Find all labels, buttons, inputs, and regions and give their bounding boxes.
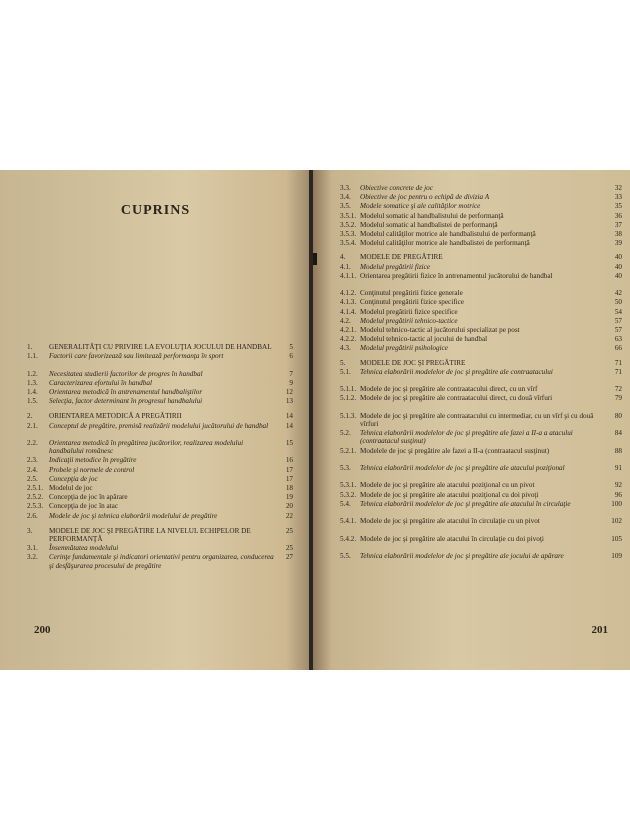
toc-entry-number: 2.2. <box>27 439 38 447</box>
toc-entry-title: Orientarea metodică în antrenamentul handbaliştilor <box>49 388 203 396</box>
toc-entry-number: 4.3. <box>340 344 351 353</box>
toc-entry-number: 1.4. <box>27 388 38 396</box>
toc-entry-title: Modelele de joc şi pregătire ale fazei a II-a (contraatacul susţinut) <box>360 446 550 455</box>
toc-entry-number: 4.1.3. <box>340 298 357 307</box>
toc-entry-number: 2.5.2. <box>27 493 44 502</box>
toc-entry-title: Modele de joc şi pregătire ale contraatacului direct, cu un vîrf <box>360 385 538 394</box>
book-spread <box>0 170 630 670</box>
toc-entry-page: 42 <box>614 289 622 298</box>
toc-entry-number: 2. <box>27 412 33 421</box>
toc-entry <box>27 466 293 474</box>
toc-entry-page: 18 <box>285 484 293 492</box>
toc-entry-page: 57 <box>614 326 622 334</box>
toc-entry-title: Modelul tehnico-tactic al jocului de handbal <box>360 335 488 344</box>
toc-entry-number: 1.2. <box>27 369 38 378</box>
toc-entry-page: 22 <box>285 511 293 520</box>
right-page-number: 201 <box>591 624 608 636</box>
toc-entry-title: Modele de joc şi pregătire ale contraatacului direct, cu două vîrfuri <box>360 394 553 403</box>
toc-entry-page: 71 <box>614 367 622 376</box>
toc-entry <box>340 239 622 247</box>
toc-entry-page: 105 <box>611 534 622 543</box>
toc-entry <box>340 221 622 229</box>
toc-entry <box>340 552 622 568</box>
toc-entry-page: 66 <box>614 344 622 353</box>
left-page-number: 200 <box>34 624 51 636</box>
toc-entry-title: Tehnica elaborării modelelor de joc şi pregătire ale fazei a II-a a atacului (contraatacul susţinut) <box>360 429 573 446</box>
toc-entry-title: Concepţia de joc în apărare <box>49 493 128 502</box>
toc-entry <box>27 553 293 578</box>
toc-entry-number: 2.4. <box>27 465 38 474</box>
toc-entry <box>340 344 622 352</box>
toc-entry-number: 3.5.4. <box>340 239 357 248</box>
toc-entry-title: Modele de joc şi pregătire ale atacului în circulaţie cu un pivot <box>360 517 540 526</box>
toc-entry-title: Însemnătatea modelului <box>49 544 119 553</box>
toc-entry-number: 5.1.2. <box>340 394 357 403</box>
toc-entry-title: Indicaţii metodice în pregătire <box>49 456 137 465</box>
toc-entry-number: 5.1. <box>340 367 351 376</box>
toc-entry-number: 2.5.1. <box>27 484 44 492</box>
toc-entry-page: 72 <box>614 385 622 394</box>
toc-entry <box>340 230 622 238</box>
toc-entry-number: 2.5. <box>27 474 38 483</box>
toc-entry-title: Modelul tehnico-tactic al jucătorului specializat pe post <box>360 326 520 334</box>
toc-entry <box>340 359 622 367</box>
toc-entry-number: 4.2. <box>340 316 351 325</box>
toc-entry-title: Selecţia, factor determinant în progresul handbalului <box>49 397 203 406</box>
toc-entry-title: Conţinutul pregătirii fizice generale <box>360 289 463 298</box>
toc-entry <box>340 263 622 271</box>
toc-entry <box>340 394 622 410</box>
toc-entry <box>27 422 293 438</box>
toc-entry <box>27 352 293 368</box>
toc-entry <box>340 491 622 499</box>
toc-entry <box>340 308 622 316</box>
toc-entry-page: 80 <box>614 411 622 420</box>
toc-entry-title: Modelul somatic al handbalistului de performanţă <box>360 211 504 220</box>
toc-entry-page: 14 <box>285 412 293 421</box>
toc-entry-number: 2.3. <box>27 456 38 465</box>
right-page <box>313 170 630 670</box>
toc-entry <box>27 343 293 351</box>
toc-entry-page: 71 <box>614 358 622 367</box>
toc-entry-title: Tehnica elaborării modelelor de joc şi pregătire ale jocului de apărare <box>360 552 564 560</box>
toc-entry-number: 3.4. <box>340 193 351 202</box>
toc-entry-title: Tehnica elaborării modelelor de joc şi pregătire ale atacului în circulaţie <box>360 499 571 508</box>
toc-entry-page: 63 <box>614 335 622 344</box>
toc-entry-page: 40 <box>614 253 622 262</box>
toc-entry-page: 40 <box>614 271 622 280</box>
toc-entry <box>340 412 622 428</box>
toc-entry-page: 57 <box>614 316 622 325</box>
toc-entry-title: Modelul pregătirii fizice <box>360 262 431 271</box>
toc-entry <box>27 370 293 378</box>
toc-entry-number: 4.1.1. <box>340 271 357 280</box>
toc-entry-number: 5.1.1. <box>340 385 357 394</box>
toc-entry-number: 3.3. <box>340 184 351 192</box>
toc-entry-title: Modelul pregătirii tehnico-tactice <box>360 316 458 325</box>
toc-entry-title: Tehnica elaborării modelelor de joc şi pregătire ale atacului poziţional <box>360 464 565 472</box>
toc-entry-number: 5.3.2. <box>340 490 357 499</box>
toc-entry-number: 1.3. <box>27 378 38 387</box>
toc-entry-page: 12 <box>285 388 293 396</box>
toc-entry-page: 16 <box>285 456 293 465</box>
toc-entry-number: 1. <box>27 343 33 351</box>
toc-entry-number: 4.1.4. <box>340 307 357 316</box>
toc-entry <box>340 464 622 480</box>
toc-entry-title: Necesitatea studierii factorilor de progres în handbal <box>49 369 203 378</box>
toc-entry-page: 14 <box>285 421 293 430</box>
toc-entry <box>340 481 622 489</box>
toc-entry-number: 4. <box>340 253 346 262</box>
toc-entry-number: 4.2.1. <box>340 326 357 334</box>
toc-entry-title: Concepţia de joc <box>49 474 98 483</box>
toc-entry <box>27 379 293 387</box>
toc-entry-number: 5.4. <box>340 499 351 508</box>
toc-entry-page: 40 <box>614 262 622 271</box>
toc-entry-page: 6 <box>289 352 293 361</box>
toc-entry-page: 33 <box>614 193 622 202</box>
toc-entry <box>340 500 622 516</box>
toc-entry-page: 27 <box>285 553 293 562</box>
toc-entry-number: 1.1. <box>27 352 38 361</box>
toc-entry <box>340 368 622 384</box>
toc-entry-number: 3.2. <box>27 553 38 562</box>
toc-entry <box>340 335 622 343</box>
toc-entry-title: ORIENTAREA METODICĂ A PREGĂTIRII <box>49 412 182 421</box>
toc-entry <box>340 535 622 551</box>
toc-entry-number: 3.1. <box>27 544 38 553</box>
toc-entry-number: 3.5.2. <box>340 220 357 229</box>
toc-entry-title: Modele de joc şi tehnica elaborării modelului de pregătire <box>49 511 218 520</box>
toc-entry-title: GENERALITĂŢI CU PRIVIRE LA EVOLUŢIA JOCULUI DE HANDBAL <box>49 343 272 351</box>
toc-entry-page: 19 <box>285 493 293 502</box>
toc-entry-title: MODELE DE PREGĂTIRE <box>360 253 443 262</box>
toc-entry-number: 2.6. <box>27 511 38 520</box>
toc-entry-title: Caracterizarea efortului în handbal <box>49 378 152 387</box>
toc-entry-page: 35 <box>614 202 622 211</box>
toc-entry <box>340 517 622 533</box>
toc-entry-title: Modelul somatic al handbalistei de performanţă <box>360 220 498 229</box>
toc-entry-number: 2.1. <box>27 421 38 430</box>
toc-entry <box>340 429 622 445</box>
toc-entry-title: Obiective concrete de joc <box>360 184 433 192</box>
toc-entry-page: 32 <box>614 184 622 192</box>
toc-entry-page: 79 <box>614 394 622 403</box>
toc-entry-page: 109 <box>611 552 622 560</box>
toc-entry-title: Modele de joc şi pregătire ale atacului poziţional cu doi pivoţi <box>360 490 539 499</box>
toc-entry <box>27 456 293 464</box>
toc-entry <box>340 212 622 220</box>
toc-entry-title: MODELE DE JOC ŞI PREGĂTIRE <box>360 358 466 367</box>
toc-entry-page: 84 <box>614 429 622 438</box>
toc-entry-title: Modelul pregătirii psihologice <box>360 344 448 353</box>
toc-entry-number: 3. <box>27 526 33 535</box>
toc-entry <box>340 298 622 306</box>
toc-entry <box>27 502 293 510</box>
toc-entry-title: Modelul calităţilor motrice ale handbalistului de performanţă <box>360 230 536 238</box>
toc-entry-page: 7 <box>289 369 293 378</box>
page-edge-mark <box>313 253 317 265</box>
toc-entry-page: 17 <box>285 465 293 474</box>
toc-entry <box>27 484 293 492</box>
toc-entry-title: Modelul calităţilor motrice ale handbalistei de performanţă <box>360 239 530 248</box>
toc-entry-title: Orientarea pregătirii fizice în antrenamentul jucătorului de handbal <box>360 271 553 280</box>
toc-entry <box>27 544 293 552</box>
toc-entry-page: 88 <box>614 446 622 455</box>
toc-entry <box>340 317 622 325</box>
toc-entry-page: 25 <box>285 544 293 553</box>
toc-entry-number: 1.5. <box>27 397 38 406</box>
toc-entry-page: 91 <box>614 464 622 472</box>
toc-entry-title: Concepţia de joc în atac <box>49 502 119 511</box>
toc-entry-page: 5 <box>289 343 293 351</box>
toc-entry-title: Modele de joc şi pregătire ale atacului poziţional cu un pivot <box>360 481 535 490</box>
toc-entry <box>27 512 293 520</box>
toc-entry-title: Modelul pregătirii fizice specifice <box>360 307 458 316</box>
toc-entry-number: 5.1.3. <box>340 411 357 420</box>
toc-entry <box>340 184 622 192</box>
toc-entry-title: Modele de joc şi pregătire ale atacului în circulaţie cu doi pivoţi <box>360 534 544 543</box>
toc-entry-title: Obiective de joc pentru o echipă de divizia A <box>360 193 490 202</box>
toc-entry-number: 5.2. <box>340 429 351 438</box>
toc-entry-page: 36 <box>614 211 622 220</box>
toc-entry-page: 37 <box>614 220 622 229</box>
toc-entry-number: 5.5. <box>340 552 351 560</box>
toc-entry-page: 102 <box>611 517 622 526</box>
toc-entry <box>27 412 293 420</box>
toc-entry-page: 38 <box>614 230 622 238</box>
toc-entry-page: 25 <box>285 526 293 535</box>
toc-entry-page: 39 <box>614 239 622 248</box>
toc-entry-page: 54 <box>614 307 622 316</box>
toc-entry-page: 50 <box>614 298 622 307</box>
toc-entry-title: Conţinutul pregătirii fizice specifice <box>360 298 464 307</box>
toc-entry <box>340 447 622 463</box>
toc-entry <box>340 193 622 201</box>
toc-entry-number: 5.4.2. <box>340 534 357 543</box>
toc-entry-title: Orientarea metodică în pregătirea jucătorilor, realizarea modelului handbalului românesc <box>49 439 244 456</box>
toc-entry-title: MODELE DE JOC ŞI PREGĂTIRE LA NIVELUL ECHIPELOR DE PERFORMANŢĂ <box>49 526 251 543</box>
toc-entry <box>340 202 622 210</box>
toc-entry <box>27 439 293 455</box>
toc-entry-number: 2.5.3. <box>27 502 44 511</box>
toc-entry <box>27 397 293 405</box>
toc-entry-number: 5. <box>340 358 346 367</box>
toc-entry-title: Modelul de joc <box>49 484 93 492</box>
toc-entry-number: 4.2.2. <box>340 335 357 344</box>
toc-entry <box>27 493 293 501</box>
toc-entry <box>340 385 622 393</box>
left-page <box>0 170 311 670</box>
toc-entry-page: 92 <box>614 481 622 490</box>
toc-entry-title: Cerinţe fundamentale şi indicatori orientativi pentru organizarea, conducerea şi desfăşurarea procesului de pregătire <box>49 553 274 570</box>
toc-entry-page: 15 <box>285 439 293 447</box>
toc-entry-title: Modele somatice şi ale calităţilor motrice <box>360 202 481 211</box>
toc-entry-title: Tehnica elaborării modelelor de joc şi pregătire ale contraatacului <box>360 367 553 376</box>
toc-entry <box>27 388 293 396</box>
toc-entry-page: 100 <box>611 499 622 508</box>
toc-entry-number: 3.5. <box>340 202 351 211</box>
toc-entry-page: 9 <box>289 378 293 387</box>
toc-entry-title: Modele de joc şi pregătire ale contraatacului cu intermediar, cu un vîrf şi cu două vîrfuri <box>360 411 594 428</box>
toc-entry-number: 4.1. <box>340 262 351 271</box>
toc-entry-number: 5.2.1. <box>340 446 357 455</box>
toc-entry <box>27 527 293 543</box>
toc-entry-number: 4.1.2. <box>340 289 357 298</box>
toc-entry <box>340 326 622 334</box>
toc-entry <box>340 272 622 288</box>
toc-entry <box>340 289 622 297</box>
toc-entry-title: Conceptul de pregătire, premisă realizării modelului jucătorului de handbal <box>49 421 269 430</box>
toc-entry-title: Probele şi normele de control <box>49 465 135 474</box>
toc-entry-number: 5.4.1. <box>340 517 357 526</box>
toc-entry-number: 5.3. <box>340 464 351 472</box>
toc-entry-number: 3.5.1. <box>340 211 357 220</box>
toc-entry-number: 3.5.3. <box>340 230 357 238</box>
toc-entry-page: 96 <box>614 490 622 499</box>
toc-entry-number: 5.3.1. <box>340 481 357 490</box>
toc-entry-title: Factorii care favorizează sau limitează performanţa în sport <box>49 352 224 361</box>
toc-entry-page: 20 <box>285 502 293 511</box>
toc-entry <box>27 475 293 483</box>
page-title: CUPRINS <box>120 203 191 218</box>
toc-entry-page: 17 <box>285 474 293 483</box>
toc-entry <box>340 253 622 261</box>
toc-entry-page: 13 <box>285 397 293 406</box>
